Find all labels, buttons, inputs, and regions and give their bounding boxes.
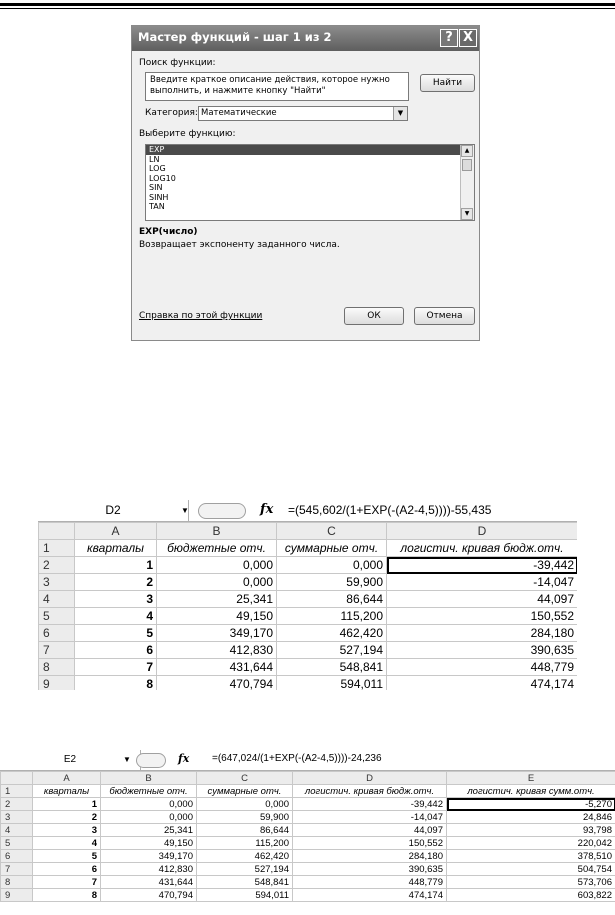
data-cell[interactable]: 470,794 <box>101 889 197 902</box>
row-header[interactable]: 3 <box>1 811 33 824</box>
chevron-down-icon[interactable]: ▼ <box>393 107 407 120</box>
search-label: Поиск функции: <box>139 58 216 68</box>
data-cell[interactable]: 150,552 <box>293 837 447 850</box>
data-cell[interactable]: 548,841 <box>197 876 293 889</box>
table-row <box>39 591 578 608</box>
column-header-c[interactable]: C <box>277 523 387 540</box>
table-row <box>1 785 615 798</box>
header-cell[interactable]: суммарные отч. <box>277 540 387 557</box>
data-cell[interactable]: 0,000 <box>101 811 197 824</box>
function-list[interactable] <box>145 144 475 221</box>
row-header[interactable]: 2 <box>39 557 75 574</box>
header-cell[interactable]: логистич. кривая сумм.отч. <box>447 785 615 798</box>
table-row <box>39 574 578 591</box>
chevron-down-icon[interactable]: ▼ <box>181 506 189 515</box>
page-top-rule <box>0 3 615 6</box>
fx-icon[interactable]: fx <box>260 502 274 517</box>
data-cell[interactable]: 527,194 <box>277 642 387 659</box>
data-cell[interactable]: 390,635 <box>293 863 447 876</box>
scroll-thumb[interactable] <box>462 159 472 171</box>
row-header[interactable]: 1 <box>1 785 33 798</box>
row-header[interactable]: 4 <box>1 824 33 837</box>
find-button[interactable]: Найти <box>420 74 475 92</box>
column-header-e[interactable]: E <box>447 772 615 785</box>
data-cell[interactable]: -14,047 <box>293 811 447 824</box>
column-header-d[interactable]: D <box>387 523 578 540</box>
table-row <box>39 642 578 659</box>
row-header[interactable]: 5 <box>1 837 33 850</box>
data-cell[interactable]: 448,779 <box>293 876 447 889</box>
category-select[interactable] <box>198 106 408 121</box>
data-cell[interactable]: 4 <box>75 608 157 625</box>
row-header[interactable]: 4 <box>39 591 75 608</box>
row-header[interactable]: 9 <box>39 676 75 691</box>
data-cell[interactable]: 150,552 <box>387 608 578 625</box>
data-cell[interactable]: 349,170 <box>157 625 277 642</box>
fx-icon[interactable]: fx <box>178 752 190 765</box>
sheet1-grid <box>38 522 577 690</box>
data-cell[interactable]: 86,644 <box>277 591 387 608</box>
table-row <box>39 540 578 557</box>
data-cell[interactable]: 5 <box>75 625 157 642</box>
dialog-title-bar[interactable] <box>132 26 479 51</box>
search-input[interactable]: Введите краткое описание действия, которое нужно выполнить, и нажмите кнопку "Найти" <box>145 72 409 101</box>
scroll-up-icon[interactable]: ▲ <box>461 145 473 157</box>
data-cell[interactable]: 1 <box>75 557 157 574</box>
data-cell[interactable]: 378,510 <box>447 850 615 863</box>
name-box[interactable]: E2 <box>0 750 141 770</box>
data-cell[interactable]: 49,150 <box>101 837 197 850</box>
data-cell[interactable]: 573,706 <box>447 876 615 889</box>
function-description: Возвращает экспоненту заданного числа. <box>139 240 340 250</box>
dialog-title: Мастер функций - шаг 1 из 2 <box>138 30 332 44</box>
data-cell[interactable]: 470,794 <box>157 676 277 691</box>
header-cell[interactable]: логистич. кривая бюдж.отч. <box>387 540 578 557</box>
data-cell[interactable]: 527,194 <box>197 863 293 876</box>
sheet2-grid <box>0 771 615 902</box>
data-cell[interactable]: 2 <box>33 811 101 824</box>
data-cell[interactable]: -39,442 <box>293 798 447 811</box>
data-cell[interactable]: 548,841 <box>277 659 387 676</box>
data-cell[interactable]: 25,341 <box>157 591 277 608</box>
formula-bar <box>0 750 615 771</box>
row-header[interactable]: 2 <box>1 798 33 811</box>
scroll-down-icon[interactable]: ▼ <box>461 208 473 220</box>
table-row <box>39 625 578 642</box>
data-cell[interactable]: 448,779 <box>387 659 578 676</box>
data-cell[interactable]: 7 <box>33 876 101 889</box>
column-header-row <box>1 772 615 785</box>
data-cell[interactable]: 59,900 <box>197 811 293 824</box>
data-cell[interactable]: 412,830 <box>157 642 277 659</box>
cancel-button[interactable]: Отмена <box>414 307 475 325</box>
data-cell[interactable]: 3 <box>75 591 157 608</box>
column-header-a[interactable]: A <box>33 772 101 785</box>
data-cell[interactable]: 4 <box>33 837 101 850</box>
data-cell[interactable]: 86,644 <box>197 824 293 837</box>
header-cell[interactable]: кварталы <box>33 785 101 798</box>
formula-input[interactable]: =(647,024/(1+EXP(-(A2-4,5))))-24,236 <box>212 753 382 764</box>
data-cell[interactable]: -39,442 <box>387 557 578 574</box>
column-header-c[interactable]: C <box>197 772 293 785</box>
data-cell[interactable]: 49,150 <box>157 608 277 625</box>
data-cell[interactable]: 0,000 <box>101 798 197 811</box>
table-row <box>39 557 578 574</box>
header-cell[interactable]: кварталы <box>75 540 157 557</box>
data-cell[interactable]: 93,798 <box>447 824 615 837</box>
help-link[interactable]: Справка по этой функции <box>139 311 263 321</box>
data-cell[interactable]: 284,180 <box>387 625 578 642</box>
column-header-d[interactable]: D <box>293 772 447 785</box>
spreadsheet-2 <box>0 750 615 915</box>
data-cell[interactable]: 3 <box>33 824 101 837</box>
select-all-corner[interactable] <box>39 523 75 540</box>
function-item-log[interactable]: LOG <box>149 164 166 173</box>
data-cell[interactable]: 6 <box>75 642 157 659</box>
data-cell[interactable]: 8 <box>33 889 101 902</box>
row-header[interactable]: 6 <box>1 850 33 863</box>
data-cell[interactable]: 431,644 <box>157 659 277 676</box>
function-item-sinh[interactable]: SINH <box>149 192 169 202</box>
category-label: Категория: <box>145 108 198 118</box>
data-cell[interactable]: 44,097 <box>293 824 447 837</box>
data-cell[interactable]: 284,180 <box>293 850 447 863</box>
formula-bar <box>38 500 577 522</box>
function-item-log10[interactable]: LOG10 <box>149 173 176 183</box>
data-cell[interactable]: 431,644 <box>101 876 197 889</box>
table-row <box>39 608 578 625</box>
data-cell[interactable]: 25,341 <box>101 824 197 837</box>
column-header-b[interactable]: B <box>157 523 277 540</box>
data-cell[interactable]: 0,000 <box>157 557 277 574</box>
data-cell[interactable]: 0,000 <box>277 557 387 574</box>
column-header-b[interactable]: B <box>101 772 197 785</box>
data-cell[interactable]: 220,042 <box>447 837 615 850</box>
data-cell[interactable]: 2 <box>75 574 157 591</box>
header-cell[interactable]: бюджетные отч. <box>101 785 197 798</box>
chevron-down-icon[interactable]: ▼ <box>123 755 131 764</box>
function-signature: EXP(число) <box>139 227 198 237</box>
select-all-corner[interactable] <box>1 772 33 785</box>
row-header[interactable]: 8 <box>1 876 33 889</box>
table-row <box>1 876 615 889</box>
table-row <box>1 798 615 811</box>
function-item-tan[interactable]: TAN <box>149 202 165 211</box>
data-cell[interactable]: 390,635 <box>387 642 578 659</box>
data-cell[interactable]: 5 <box>33 850 101 863</box>
data-cell[interactable]: 594,011 <box>277 676 387 691</box>
header-cell[interactable]: суммарные отч. <box>197 785 293 798</box>
row-header[interactable]: 8 <box>39 659 75 676</box>
table-row <box>1 850 615 863</box>
close-icon[interactable]: X <box>459 29 477 47</box>
data-cell[interactable]: 0,000 <box>157 574 277 591</box>
data-cell[interactable]: -5,270 <box>447 798 615 811</box>
table-row <box>1 863 615 876</box>
select-function-label: Выберите функцию: <box>139 129 236 139</box>
data-cell[interactable]: 1 <box>33 798 101 811</box>
data-cell[interactable]: 7 <box>75 659 157 676</box>
header-cell[interactable]: бюджетные отч. <box>157 540 277 557</box>
row-header[interactable]: 1 <box>39 540 75 557</box>
table-row <box>1 811 615 824</box>
data-cell[interactable]: 474,174 <box>387 676 578 691</box>
name-box[interactable]: D2 <box>38 500 189 521</box>
row-header[interactable]: 7 <box>1 863 33 876</box>
header-cell[interactable]: логистич. кривая бюдж.отч. <box>293 785 447 798</box>
help-icon[interactable]: ? <box>440 29 458 47</box>
data-cell[interactable]: -14,047 <box>387 574 578 591</box>
function-wizard-dialog <box>131 25 480 341</box>
data-cell[interactable]: 44,097 <box>387 591 578 608</box>
data-cell[interactable]: 462,420 <box>277 625 387 642</box>
function-item-ln[interactable]: LN <box>149 154 160 164</box>
data-cell[interactable]: 349,170 <box>101 850 197 863</box>
data-cell[interactable]: 0,000 <box>197 798 293 811</box>
data-cell[interactable]: 59,900 <box>277 574 387 591</box>
function-item-sin[interactable]: SIN <box>149 183 163 192</box>
data-cell[interactable]: 115,200 <box>197 837 293 850</box>
row-header[interactable]: 5 <box>39 608 75 625</box>
data-cell[interactable]: 474,174 <box>293 889 447 902</box>
column-header-a[interactable]: A <box>75 523 157 540</box>
page-top-rule-thin <box>0 8 615 9</box>
cancel-entry-icon[interactable] <box>136 753 166 768</box>
row-header[interactable]: 9 <box>1 889 33 902</box>
column-header-row <box>39 523 578 540</box>
category-value: Математические <box>201 108 277 118</box>
row-header[interactable]: 6 <box>39 625 75 642</box>
data-cell[interactable]: 412,830 <box>101 863 197 876</box>
table-row <box>39 659 578 676</box>
list-scrollbar[interactable] <box>460 145 474 220</box>
table-row <box>39 676 578 691</box>
data-cell[interactable]: 462,420 <box>197 850 293 863</box>
data-cell[interactable]: 603,822 <box>447 889 615 902</box>
data-cell[interactable]: 115,200 <box>277 608 387 625</box>
formula-input[interactable]: =(545,602/(1+EXP(-(A2-4,5))))-55,435 <box>288 503 492 517</box>
row-header[interactable]: 3 <box>39 574 75 591</box>
table-row <box>1 889 615 902</box>
data-cell[interactable]: 6 <box>33 863 101 876</box>
ok-button[interactable]: ОК <box>344 307 404 325</box>
row-header[interactable]: 7 <box>39 642 75 659</box>
data-cell[interactable]: 504,754 <box>447 863 615 876</box>
function-item-exp[interactable]: EXP <box>146 145 474 155</box>
data-cell[interactable]: 24,846 <box>447 811 615 824</box>
table-row <box>1 837 615 850</box>
spreadsheet-1 <box>38 500 577 690</box>
cancel-entry-icon[interactable] <box>198 503 246 519</box>
table-row <box>1 824 615 837</box>
data-cell[interactable]: 594,011 <box>197 889 293 902</box>
data-cell[interactable]: 8 <box>75 676 157 691</box>
